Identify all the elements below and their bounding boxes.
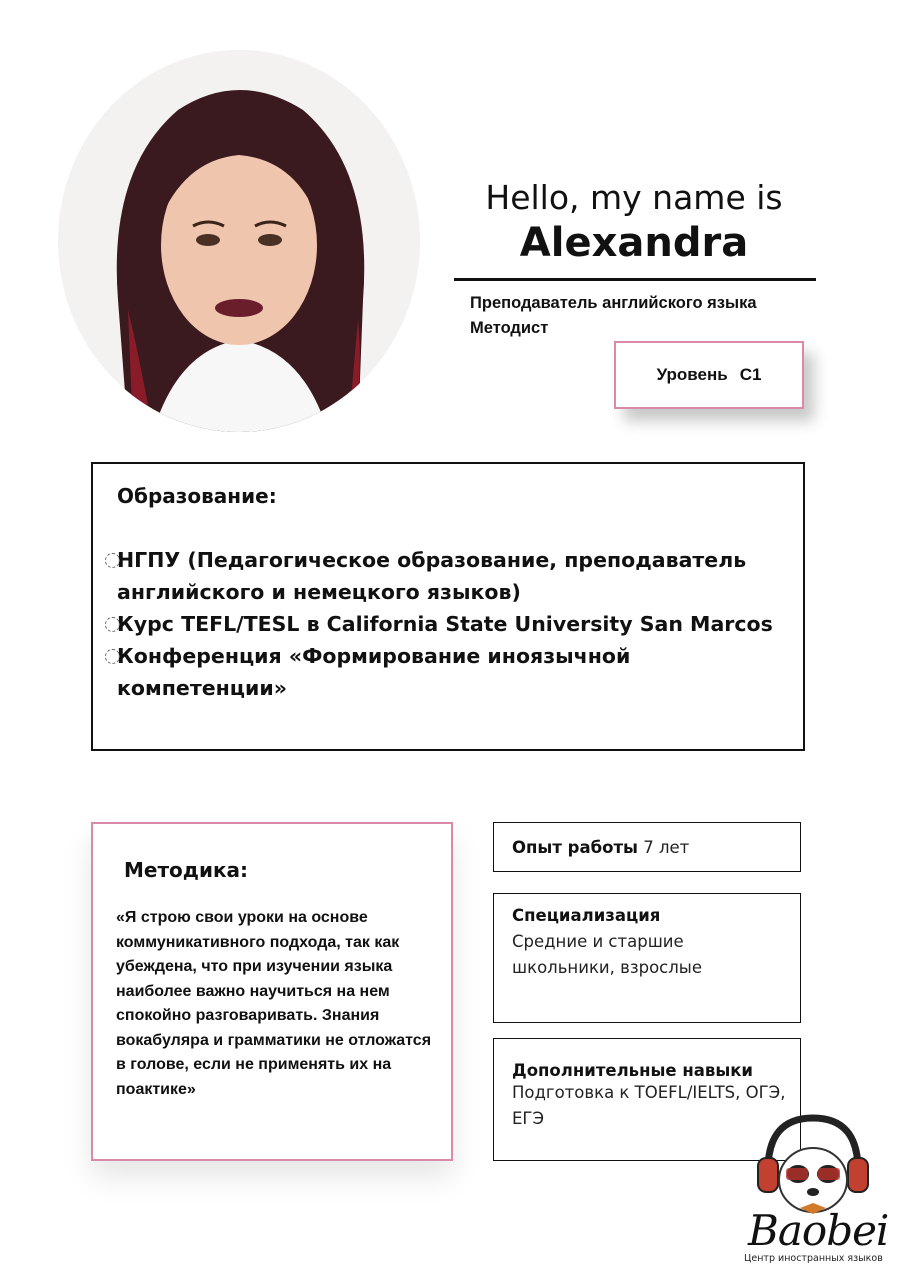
experience-card: [493, 822, 801, 872]
education-title: Образование:: [117, 484, 277, 508]
education-list: [117, 544, 787, 704]
experience-label: Опыт работы: [512, 838, 638, 857]
role-list: [470, 291, 757, 341]
specialization-card: [493, 893, 801, 1023]
circle-bullet-icon: [105, 649, 120, 664]
level-badge: [614, 341, 804, 409]
teacher-photo: [58, 50, 420, 432]
brand-tagline: Центр иностранных языков: [744, 1253, 883, 1264]
role-methodist: Методист: [470, 319, 549, 337]
header-divider: [454, 278, 816, 281]
method-title: Методика:: [124, 858, 249, 882]
specialization-label: Специализация: [512, 906, 661, 925]
method-quote: «Я строю свои уроки на основе коммуникативного подхода, так как убеждена, что при изучении языка наиболее важно научиться на нем спокойно разговаривать. Знания вокабуляра и грамматики не отложатся в голове, если не применять их на поактике»: [116, 909, 432, 1098]
skills-value: Подготовка к TOEFL/IELTS, ОГЭ, ЕГЭ: [512, 1083, 786, 1128]
brand-name: Baobei: [748, 1206, 889, 1255]
education-box: [91, 462, 805, 751]
level-label: Уровень: [656, 365, 728, 384]
skills-label: Дополнительные навыки: [512, 1061, 753, 1080]
teacher-name: Alexandra: [519, 220, 749, 266]
education-item: Конференция «Формирование иноязычной компетенции»: [117, 640, 787, 704]
method-box: [91, 822, 453, 1161]
specialization-value: Средние и старшие школьники, взрослые: [512, 932, 702, 977]
level-value: C1: [739, 365, 762, 384]
circle-bullet-icon: [105, 617, 120, 632]
role-teacher: Преподаватель английского языка: [470, 294, 757, 312]
circle-bullet-icon: [105, 553, 120, 568]
education-item: Курс TEFL/TESL в California State University San Marcos: [117, 608, 787, 640]
education-item: НГПУ (Педагогическое образование, преподаватель английского и немецкого языков): [117, 544, 787, 608]
greeting-text: Hello, my name is: [485, 178, 783, 217]
experience-value: 7 лет: [643, 838, 690, 857]
